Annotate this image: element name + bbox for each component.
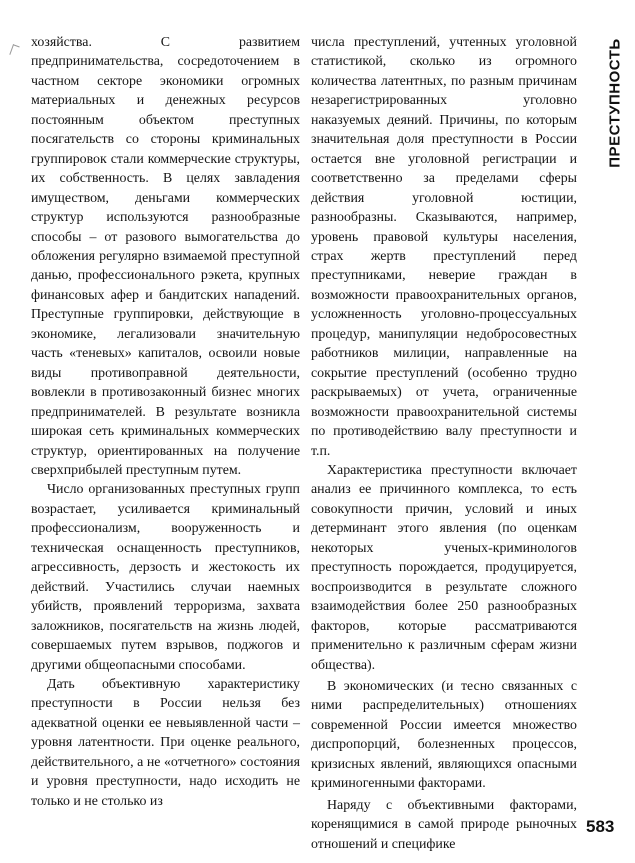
paragraph-right-4: Наряду с объективными факторами, коренящимися в самой природе рыночных отношений и специфике [311, 797, 577, 852]
margin-pencil-mark [9, 44, 19, 57]
paragraph-right-1: числа преступлений, учтенных уголовной статистикой, сколько из огромного количества латентных, по разным причинам незарегистрированных уголовно наказуемых деяний. Причины, по которым значительная доля преступности в России остается вне уголовной регистрации и соответственно за пределами сферы действия уголовной юстиции, разнообразны. Сказываются, например, уровень правовой культуры населения, страх жертв преступлений перед преступниками, неверие граждан в возможности правоохранительных органов, усложненность уголовно-процессуальных процедур, манипуляции недобросовестных работников милиции, направленные на сокрытие преступлений (особенно трудно раскрываемых) от учета, ограниченные возможности правоохранительной системы по противодействию валу преступности и т.п. [311, 35, 577, 459]
running-head-text: ПРЕСТУПНОСТЬ [606, 38, 624, 168]
paragraph-left-3: Дать объективную характеристику преступности в России нельзя без адекватной оценки ее невыявленной части – уровня латентности. При оценке реального, действительного, а не «отчетного» состояния и уровня преступности, надо исходить не только и не столько из [31, 676, 300, 809]
right-text-column [311, 33, 577, 854]
running-head [604, 28, 626, 178]
left-text-column [31, 33, 300, 811]
paragraph-right-2: Характеристика преступности включает анализ ее причинного комплекса, то есть совокупности причин, условий и иных детерминант этого явления (по оценкам некоторых ученых-криминологов преступность порождается, продуцируется, воспроизводится в результате сложного взаимодействия более 250 разнообразных факторов, которые рассматриваются применительно к различным сферам жизни общества). [311, 462, 577, 673]
page-number: 583 [586, 817, 615, 836]
paragraph-right-3: В экономических (и тесно связанных с ними распределительных) отношениях современной России имеется множество диспропорций, болезненных процессов, кризисных явлений, являющихся опасными криминогенными факторами. [311, 678, 577, 792]
paragraph-left-2: Число организованных преступных групп возрастает, усиливается криминальный профессионализм, вооруженность и техническая оснащенность преступников, агрессивность, дерзость и жестокость их действий. Участились случаи наемных убийств, проявлений терроризма, захвата заложников, посягательств на жизнь людей, совершаемых путем взрывов, поджогов и другими общеопасными способами. [31, 482, 300, 673]
paragraph-left-1: хозяйства. С развитием предпринимательства, сосредоточением в частном секторе экономики огромных материальных и денежных ресурсов постоянным объектом преступных посягательств со стороны криминальных группировок стали коммерческие структуры, их собственность. В целях завладения имуществом, деньгами коммерческих структур используются разнообразные способы – от разового вымогательства до обложения регулярно взимаемой преступной данью, профессионального рэкета, крупных финансовых афер и бандитских нападений. Преступные группировки, действующие в экономике, легализовали значительную часть «теневых» капиталов, освоили новые виды противоправной деятельности, вовлекли в противозаконный бизнес многих предпринимателей. В результате возникла широкая сеть криминальных коммерческих структур, ориентированных на получение сверхприбылей преступным путем. [31, 35, 300, 478]
